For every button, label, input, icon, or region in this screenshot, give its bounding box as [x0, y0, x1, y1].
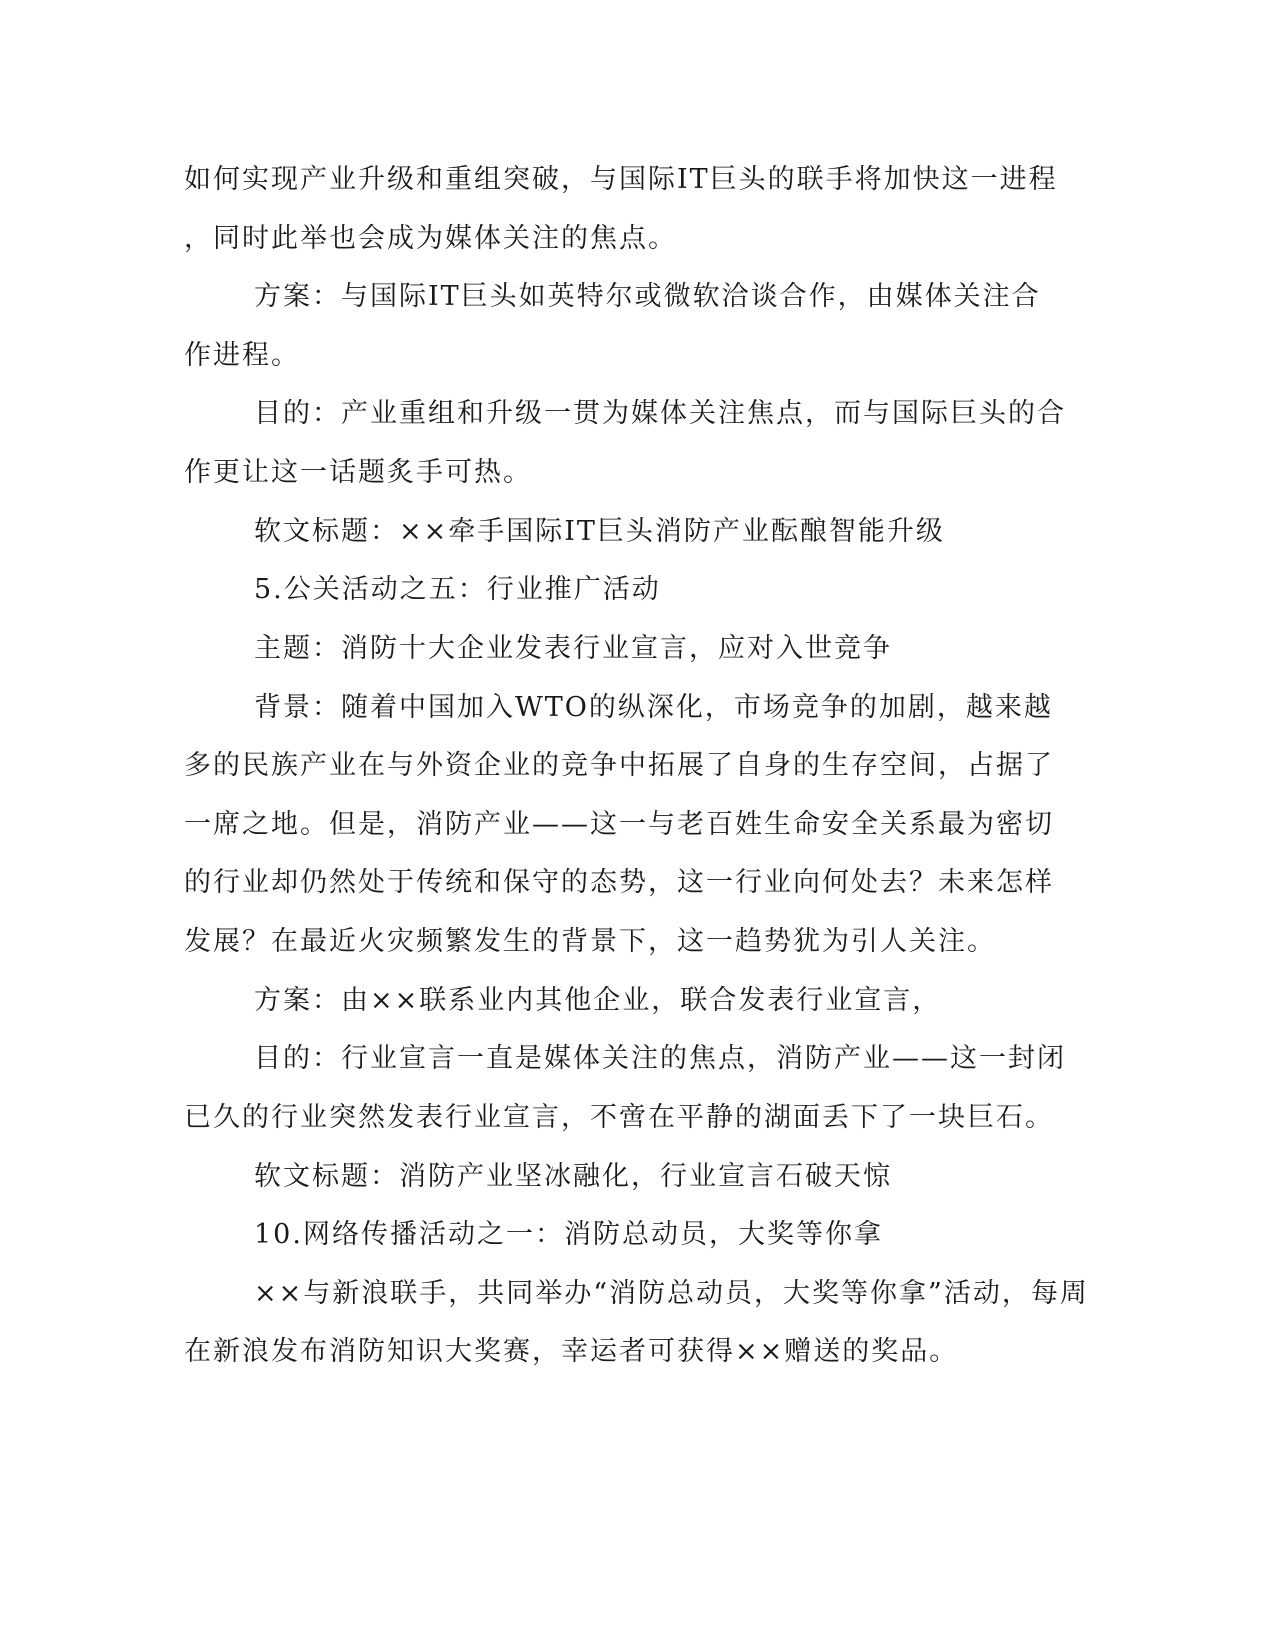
- text-line: 在新浪发布消防知识大奖赛，幸运者可获得××赠送的奖品。: [184, 1336, 959, 1367]
- section-heading: 10.网络传播活动之一：消防总动员，大奖等你拿: [254, 1219, 883, 1250]
- text-line: ××与新浪联手，共同举办“消防总动员，大奖等你拿”活动，每周: [254, 1278, 1089, 1309]
- text-line: 的行业却仍然处于传统和保守的态势，这一行业向何处去？未来怎样: [184, 867, 1054, 898]
- text-line: 如何实现产业升级和重组突破，与国际IT巨头的联手将加快这一进程: [184, 164, 1058, 195]
- text-line: 作进程。: [184, 340, 300, 371]
- text-line: 作更让这一话题炙手可热。: [184, 457, 532, 488]
- text-line: 目的：产业重组和升级一贯为媒体关注焦点，而与国际巨头的合: [254, 398, 1066, 429]
- section-heading: 5.公关活动之五：行业推广活动: [254, 574, 661, 605]
- text-line: 背景：随着中国加入WTO的纵深化，市场竞争的加剧，越来越: [254, 692, 1053, 723]
- text-line: 方案：与国际IT巨头如英特尔或微软洽谈合作，由媒体关注合: [254, 281, 1041, 312]
- text-line: ，同时此举也会成为媒体关注的焦点。: [184, 223, 677, 254]
- text-line: 已久的行业突然发表行业宣言，不啻在平静的湖面丢下了一块巨石。: [184, 1102, 1054, 1133]
- text-line: 目的：行业宣言一直是媒体关注的焦点，消防产业——这一封闭: [254, 1043, 1066, 1074]
- text-line: 多的民族产业在与外资企业的竞争中拓展了自身的生存空间，占据了: [184, 750, 1054, 781]
- text-line: 主题：消防十大企业发表行业宣言，应对入世竞争: [254, 633, 892, 664]
- text-line: 软文标题：消防产业坚冰融化，行业宣言石破天惊: [254, 1161, 892, 1192]
- text-line: 软文标题：××牵手国际IT巨头消防产业酝酿智能升级: [254, 516, 945, 547]
- text-line: 发展？在最近火灾频繁发生的背景下，这一趋势犹为引人关注。: [184, 926, 996, 957]
- text-line: 一席之地。但是，消防产业——这一与老百姓生命安全关系最为密切: [184, 809, 1054, 840]
- text-line: 方案：由××联系业内其他企业，联合发表行业宣言，: [254, 985, 942, 1016]
